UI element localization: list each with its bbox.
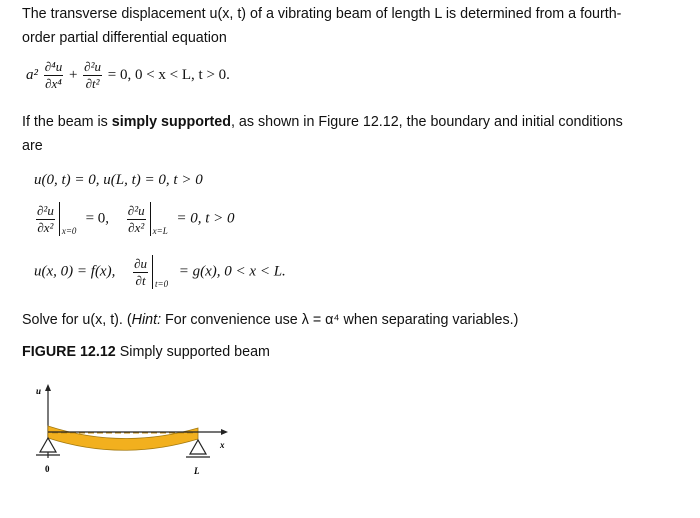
bc3-initial: u(x, 0) = f(x), [34,263,116,280]
bc2-end: = 0, t > 0 [176,210,235,227]
pde-num-2: ∂²u [84,59,101,74]
task-suffix: For convenience use λ = α⁴ when separating variables.) [161,312,519,328]
task-prefix: Solve for u(x, t). ( [22,312,132,328]
x-axis-arrow [221,429,228,435]
figure-caption [22,340,270,364]
intro-line-1: The transverse displacement u(x, t) of a vibrating beam of length L is determined from a fourth- [22,6,622,22]
task-line [22,308,518,332]
pde-den-1: ∂x⁴ [45,76,62,91]
right-support [190,440,206,454]
bc3-sub: t=0 [155,279,169,289]
x-axis-label: x [220,440,225,450]
bc2-den-2: ∂x² [128,219,145,235]
bc-row-3 [34,255,286,289]
support-line-1 [22,110,623,134]
bc2-num-2: ∂²u [127,202,145,218]
bc3-end: = g(x), 0 < x < L. [178,263,286,280]
bc2-eval-bar-1 [59,202,82,236]
task-hint: Hint: [131,312,162,328]
pde-equation [26,60,230,91]
bc2-mid: = 0, [85,210,110,227]
pde-rhs: = 0, 0 < x < L, t > 0. [107,66,230,83]
bc3-eval-bar [152,255,175,289]
bc2-den-1: ∂x² [37,219,54,235]
support-prefix: If the beam is [22,114,112,130]
support-line-2: are [22,138,43,154]
right-support-label: L [194,466,200,476]
bc2-num-1: ∂²u [37,202,54,218]
left-support-label: 0 [45,464,50,474]
bc2-eval-bar-2 [150,202,173,236]
bc3-frac [133,257,148,288]
support-bold: simply supported [111,114,231,130]
bc2-sub-2: x=L [152,226,168,236]
support-suffix: , as shown in Figure 12.12, the boundary and initial conditions [230,114,623,130]
bc2-frac-1 [36,204,55,235]
bc-row-1: u(0, t) = 0, u(L, t) = 0, t > 0 [34,172,203,188]
beam-figure [22,380,252,490]
pde-num-1: ∂⁴u [44,59,63,74]
u-axis-label: u [36,386,42,396]
bc2-frac-2 [127,204,146,235]
bc2-sub-1: x=0 [61,226,77,236]
pde-a2: a² [26,66,38,83]
bc-row-2 [34,202,235,236]
bc3-num: ∂u [134,255,148,271]
beam [48,426,198,450]
intro-line-2: order partial differential equation [22,30,227,46]
u-axis-arrow [45,384,51,391]
pde-frac-x [44,60,63,91]
caption-text: Simply supported beam [115,344,270,360]
pde-den-2: ∂t² [85,76,100,91]
bc3-den: ∂t [135,272,146,288]
caption-label: FIGURE 12.12 [22,344,116,360]
pde-frac-t [83,60,102,91]
pde-plus: + [68,66,78,83]
